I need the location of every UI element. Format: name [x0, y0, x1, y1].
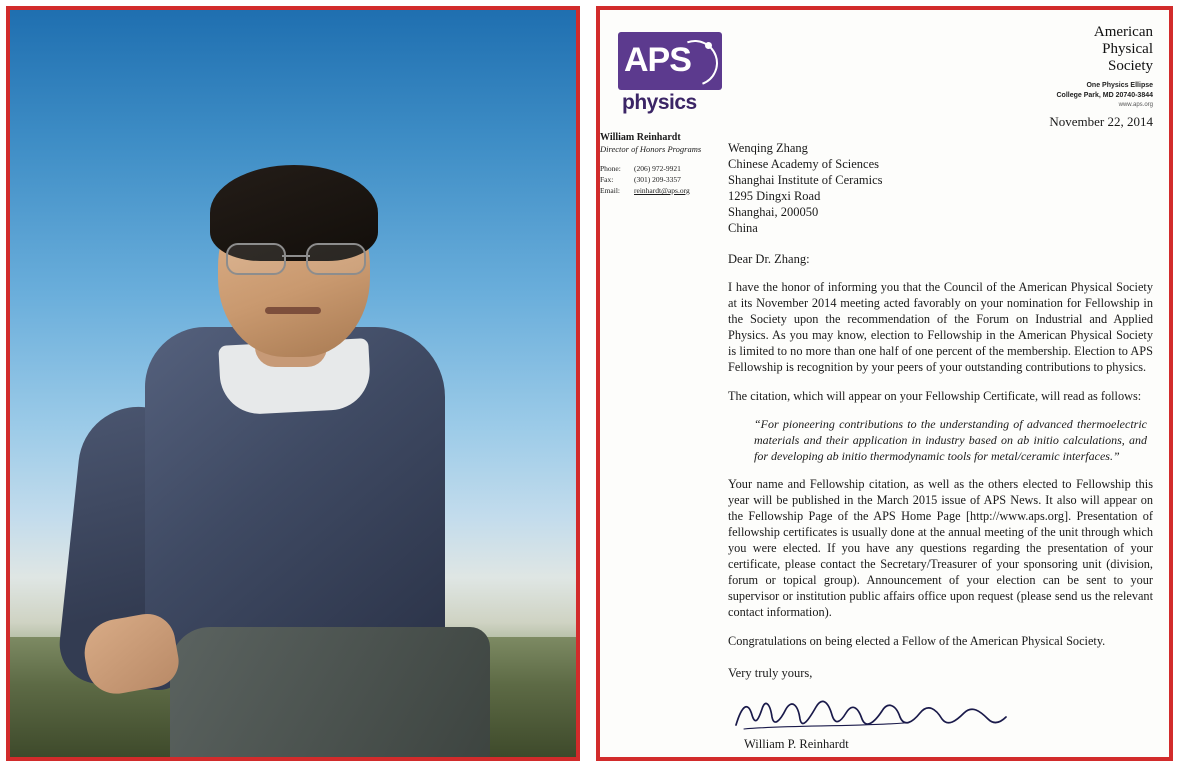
contact-label-email: Email: [600, 185, 620, 195]
letter-date: November 22, 2014 [1049, 114, 1153, 129]
org-address-line-1: One Physics Ellipse [1086, 82, 1153, 90]
letter-body [728, 140, 1153, 752]
recipient-line-6: China [728, 221, 758, 235]
recipient-line-1: Wenqing Zhang [728, 141, 808, 155]
portrait-photo-panel [6, 6, 580, 761]
recipient-line-5: Shanghai, 200050 [728, 205, 819, 219]
aps-electron-icon [705, 42, 712, 49]
sender-title: Director of Honors Programs [600, 144, 702, 154]
body-paragraph-2: The citation, which will appear on your Fellowship Certificate, will read as follows: [728, 388, 1142, 403]
org-name-line-1: American [1093, 24, 1153, 40]
org-name-line-3: Society [1108, 57, 1153, 74]
body-paragraph-4: Congratulations on being elected a Fellow of the American Physical Society. [728, 634, 1106, 649]
org-name-line-2: Physical [1102, 40, 1153, 57]
recipient-line-4: 1295 Dingxi Road [728, 189, 821, 203]
recipient-line-3: Shanghai Institute of Ceramics [728, 173, 883, 187]
aps-wordmark: physics [622, 91, 697, 114]
glasses-left-lens [226, 243, 286, 275]
contact-label-fax: Fax: [600, 175, 614, 185]
organization-block [1057, 24, 1154, 109]
handwritten-signature [728, 691, 1153, 735]
signer-name: William P. Reinhardt [744, 737, 849, 752]
contact-value-email[interactable]: reinhardt@aps.org [634, 185, 690, 195]
salutation: Dear Dr. Zhang: [728, 252, 810, 266]
recipient-line-2: Chinese Academy of Sciences [728, 157, 879, 171]
recipient-address [728, 140, 1153, 236]
photo-person [50, 157, 510, 757]
body-paragraph-3: Your name and Fellowship citation, as well as the others elected to Fellowship this year will be published in the March 2015 issue of APS News. It also will appear on the Fellowship Page of the APS Home Page [http://www.aps.org]. Presentation of fellowship certificates is usually done at the annual meeting of the unit through which you were elected. If you have any questions regarding the presentation of your certificate, please contact the Secretary/Treasurer of your sponsoring unit (division, forum or topical group). Announcement of your election can be sent to your supervisor or institution public affairs office upon request (please send us the relevant contact information). [728, 477, 1153, 620]
aps-logo-icon [618, 32, 730, 115]
contact-value-phone: (206) 972-9921 [634, 164, 681, 174]
aps-acronym: APS [624, 41, 691, 79]
aps-logo-badge [618, 32, 722, 90]
person-trousers [170, 627, 490, 761]
letter-content [600, 10, 1169, 757]
closing-line: Very truly yours, [728, 666, 813, 681]
org-address-line-2: College Park, MD 20740-3844 [1056, 91, 1153, 99]
glasses-right-lens [306, 243, 366, 275]
person-mouth [265, 307, 321, 314]
fellowship-citation: “For pioneering contributions to the understanding of advanced thermoelectric materials and their application in industry based on ab initio calculations, and for developing ab initio thermodynamic tools for metal/ceramic interfaces.” [754, 416, 1147, 463]
contact-label-phone: Phone: [600, 164, 621, 174]
aps-letter-panel [596, 6, 1173, 761]
person-glasses-icon [226, 243, 366, 273]
sender-name: William Reinhardt [600, 132, 681, 143]
org-website: www.aps.org [1118, 102, 1153, 109]
body-paragraph-1: I have the honor of informing you that the Council of the American Physical Society at its November 2014 meeting acted favorably on your nomination for Fellowship in the Society upon the recommendation of the Forum on Industrial and Applied Physics. As you may know, election to Fellowship in the American Physical Society is limited to no more than one half of one percent of the membership. Election to APS Fellowship is recognition by your peers of your outstanding contributions to physics. [728, 280, 1153, 374]
contact-value-fax: (301) 209-3357 [634, 175, 681, 185]
